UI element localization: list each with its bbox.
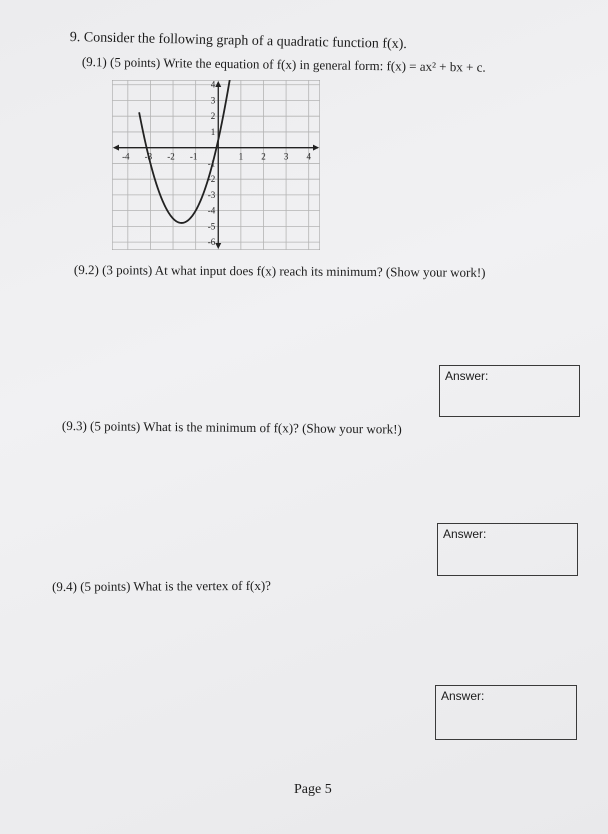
y-tick-label: -5 bbox=[207, 221, 216, 232]
question-part-2: (9.2) (3 points) At what input does f(x) reach its minimum? (Show your work!) bbox=[73, 262, 486, 280]
answer-box-9-2[interactable] bbox=[439, 365, 580, 417]
x-tick-label: -1 bbox=[189, 151, 198, 162]
x-tick-label: -2 bbox=[167, 151, 175, 162]
answer-box-9-4[interactable] bbox=[435, 685, 577, 740]
y-tick-label: -1 bbox=[207, 158, 216, 169]
y-tick-label: -3 bbox=[207, 189, 216, 200]
y-tick-label: 1 bbox=[210, 126, 216, 137]
answer-label: Answer: bbox=[445, 369, 489, 383]
x-tick-label: 1 bbox=[238, 151, 244, 162]
question-part-3: (9.3) (5 points) What is the minimum of f(x)? (Show your work!) bbox=[61, 418, 402, 437]
x-tick-label: 3 bbox=[283, 151, 289, 162]
y-tick-label: 2 bbox=[210, 111, 216, 122]
x-axis-arrow-left bbox=[113, 145, 119, 151]
y-tick-label: -6 bbox=[207, 237, 216, 248]
page-number: Page 5 bbox=[294, 782, 332, 797]
x-tick-label: 2 bbox=[261, 151, 266, 162]
y-axis-arrow-down bbox=[215, 243, 221, 249]
x-tick-label: -4 bbox=[122, 151, 130, 162]
question-part-4: (9.4) (5 points) What is the vertex of f(x)? bbox=[52, 577, 271, 594]
answer-label: Answer: bbox=[441, 689, 485, 703]
question-part-1: (9.1) (5 points) Write the equation of f(x) in general form: f(x) = ax² + bx + c. bbox=[81, 54, 486, 75]
answer-label: Answer: bbox=[443, 527, 487, 541]
y-tick-label: 4 bbox=[210, 80, 216, 90]
y-tick-label: -2 bbox=[207, 174, 216, 185]
y-tick-label: 3 bbox=[210, 95, 216, 106]
question-title: 9. Consider the following graph of a quadratic function f(x). bbox=[69, 30, 408, 53]
x-tick-label: 4 bbox=[306, 151, 311, 162]
parabola-curve bbox=[139, 80, 230, 223]
quadratic-graph bbox=[112, 80, 320, 250]
x-axis-arrow-right bbox=[313, 145, 319, 151]
answer-box-9-3[interactable] bbox=[437, 523, 578, 576]
y-tick-label: -4 bbox=[207, 205, 216, 216]
y-axis-arrow-up bbox=[215, 81, 221, 87]
graph-frame bbox=[112, 80, 320, 250]
x-tick-label: -3 bbox=[144, 151, 153, 162]
